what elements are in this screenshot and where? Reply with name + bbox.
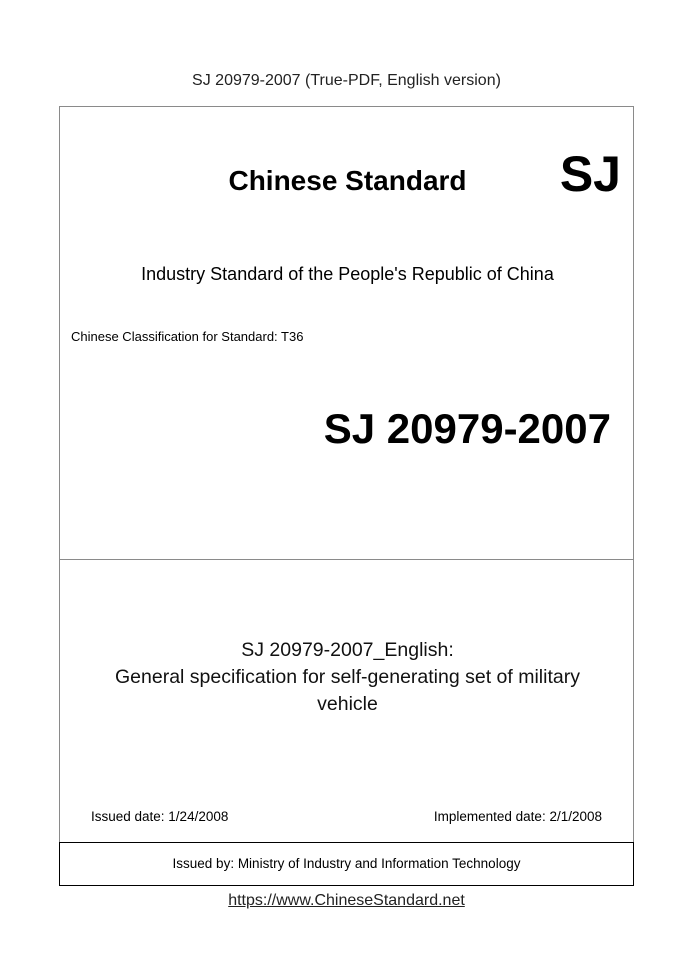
page-header: SJ 20979-2007 (True-PDF, English version) xyxy=(192,72,501,89)
classification-label: Chinese Classification for Standard: T36 xyxy=(71,329,304,344)
document-title-line-3: vehicle xyxy=(317,693,378,715)
cover-top-panel xyxy=(59,106,634,560)
implemented-date: Implemented date: 2/1/2008 xyxy=(433,809,602,824)
cover-bottom-panel xyxy=(59,842,634,886)
cover-middle-panel xyxy=(59,559,634,843)
document-title xyxy=(80,637,615,718)
website-link[interactable]: https://www.ChineseStandard.net xyxy=(228,892,465,909)
issued-by: Issued by: Ministry of Industry and Information Technology xyxy=(172,856,521,871)
document-title-line-1: SJ 20979-2007_English: xyxy=(241,639,454,661)
document-title-line-2: General specification for self-generating set of military xyxy=(115,666,580,688)
issued-date: Issued date: 1/24/2008 xyxy=(91,809,229,824)
standard-mark: SJ xyxy=(559,146,621,202)
standard-number: SJ 20979-2007 xyxy=(323,405,611,452)
industry-standard-line: Industry Standard of the People's Republic of China xyxy=(141,264,554,284)
cover-title: Chinese Standard xyxy=(228,165,467,196)
